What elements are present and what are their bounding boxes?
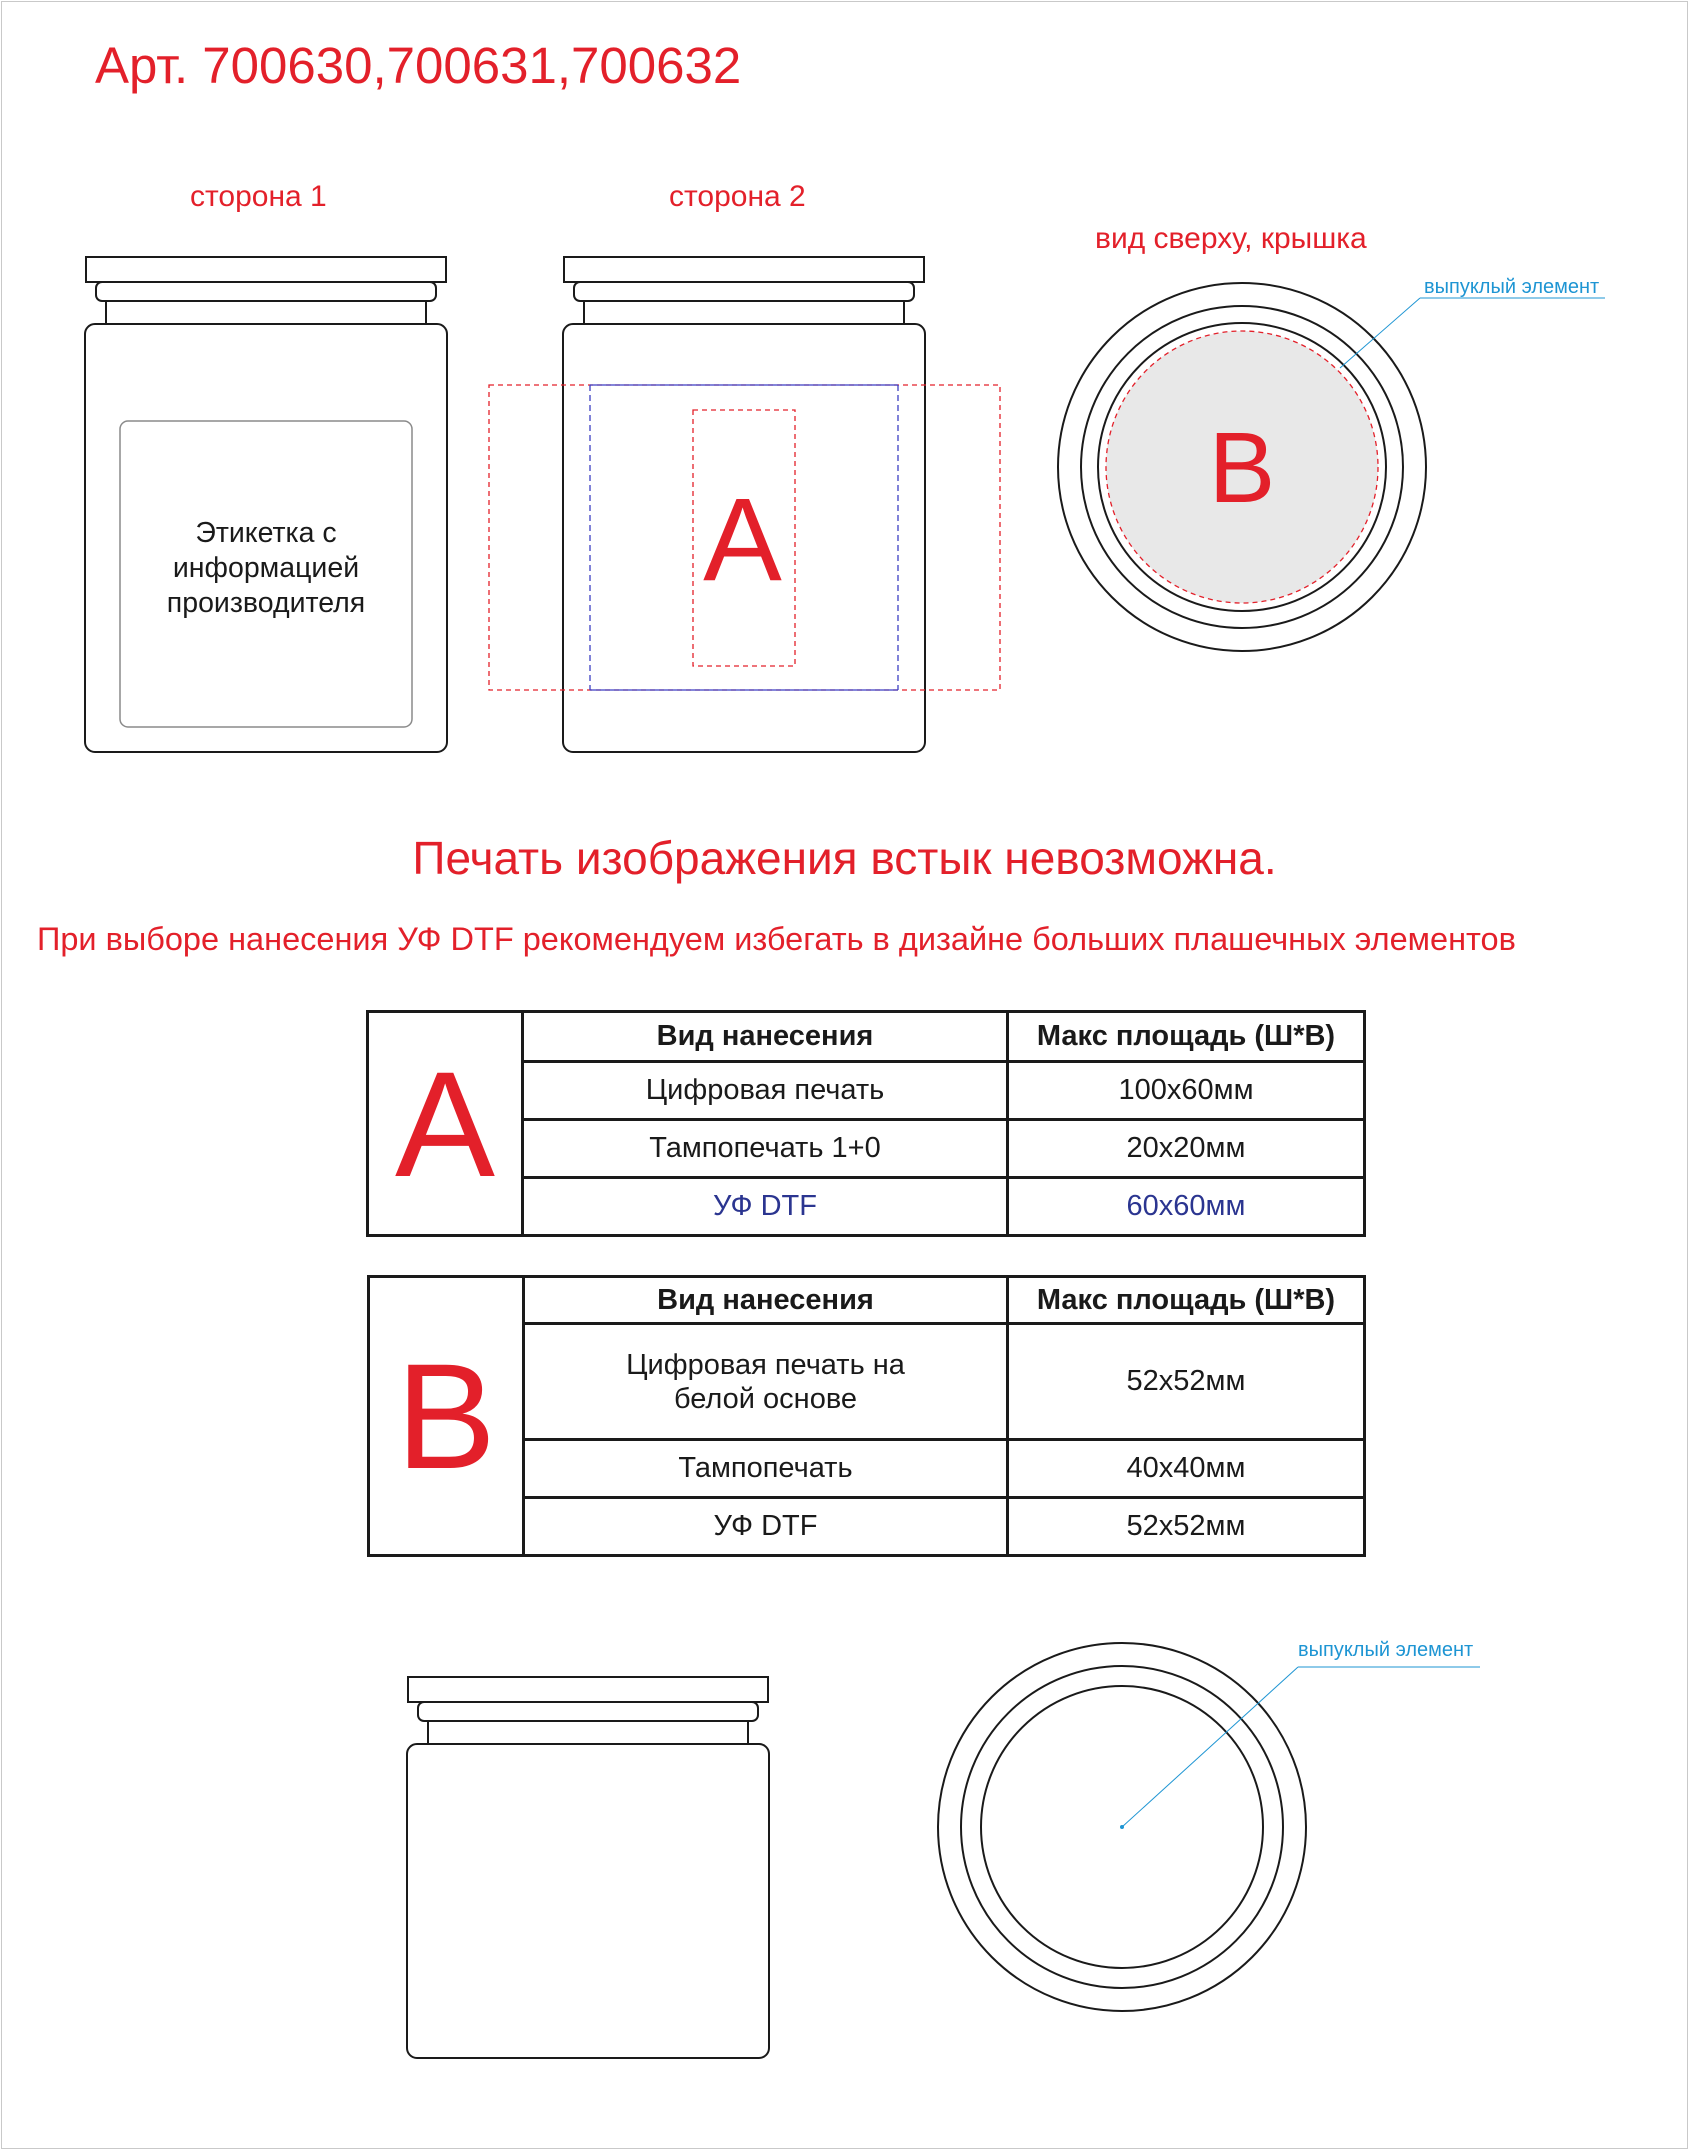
callout-convex-element-top: выпуклый элемент: [1424, 276, 1600, 298]
edge-print-warning: Печать изображения встык невозможна.: [412, 832, 1277, 884]
column-header-area: Макс площадь (Ш*В): [1008, 1012, 1365, 1062]
print-table-a: [366, 1010, 1366, 1237]
table-a-letter: A: [368, 1012, 523, 1236]
callout-convex-element-bottom: выпуклый элемент: [1298, 1639, 1474, 1661]
article-title: Арт. 700630,700631,700632: [95, 37, 742, 94]
zone-b-letter: B: [1208, 412, 1276, 524]
method-cell: Тампопечать: [524, 1440, 1008, 1498]
side-2-label: сторона 2: [669, 180, 806, 213]
method-cell: УФ DTF: [523, 1178, 1008, 1236]
lid-bottom-view: [938, 1643, 1480, 2011]
area-cell: 52x52мм: [1008, 1498, 1365, 1556]
side-1-label: сторона 1: [190, 180, 327, 213]
area-cell: 52x52мм: [1008, 1324, 1365, 1440]
area-cell: 20x20мм: [1008, 1120, 1365, 1178]
jar-side-1: [85, 257, 447, 752]
column-header-method: Вид нанесения: [523, 1012, 1008, 1062]
method-cell: Цифровая печать на белой основе: [524, 1324, 1008, 1440]
area-cell: 100x60мм: [1008, 1062, 1365, 1120]
top-view-label: вид сверху, крышка: [1095, 222, 1367, 255]
table-header-row: [369, 1277, 1365, 1324]
column-header-method: Вид нанесения: [524, 1277, 1008, 1324]
table-b-letter: B: [369, 1277, 524, 1556]
method-cell: Тампопечать 1+0: [523, 1120, 1008, 1178]
uv-dtf-warning: При выборе нанесения УФ DTF рекомендуем избегать в дизайне больших плашечных элементов: [37, 921, 1516, 957]
jar-bottom-view: [407, 1677, 769, 2058]
area-cell: 60x60мм: [1008, 1178, 1365, 1236]
print-table-b: [367, 1275, 1366, 1557]
method-cell: Цифровая печать: [523, 1062, 1008, 1120]
column-header-area: Макс площадь (Ш*В): [1008, 1277, 1365, 1324]
method-cell: УФ DTF: [524, 1498, 1008, 1556]
table-header-row: [368, 1012, 1365, 1062]
zone-a-letter: A: [703, 474, 782, 606]
lid-top-view: [1058, 283, 1605, 651]
area-cell: 40x40мм: [1008, 1440, 1365, 1498]
manufacturer-label-text: Этикетка с информацией производителя: [166, 517, 366, 619]
